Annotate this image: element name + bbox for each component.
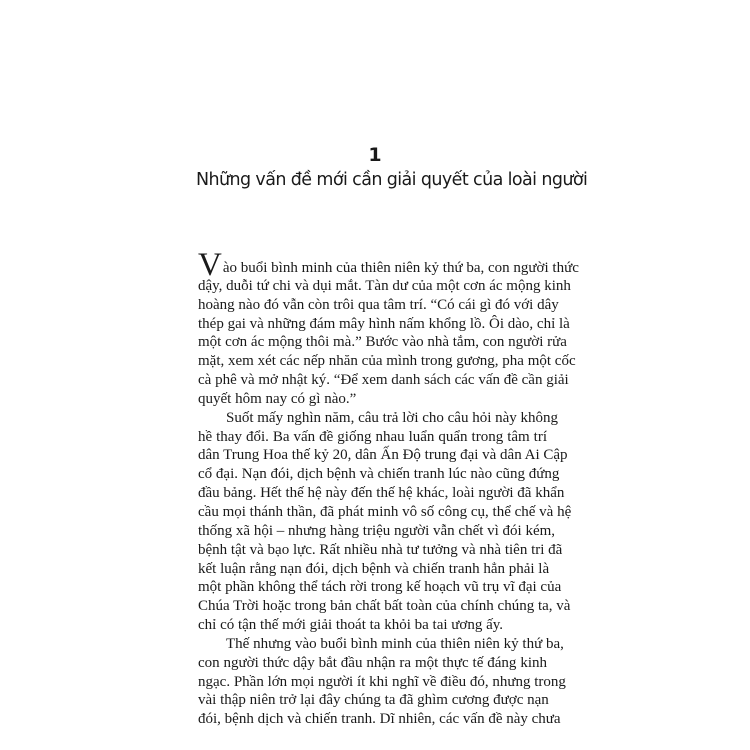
text-line <box>198 597 571 616</box>
line-text: ngạc. Phần lớn mọi người ít khi nghĩ về điều đó, nhưng trong <box>198 673 566 690</box>
text-line <box>198 522 556 541</box>
line-text: vài thập niên trở lại đây chúng ta đã ghìm cương được nạn <box>198 692 549 709</box>
text-line <box>198 578 562 597</box>
text-line <box>198 616 547 635</box>
line-text: Suốt mấy nghìn năm, câu trả lời cho câu hỏi này không <box>226 409 559 426</box>
text-line <box>198 315 570 334</box>
chapter-number: 1 <box>368 144 382 166</box>
line-text: con người thức dậy bắt đầu nhận ra một thực tế đáng kinh <box>198 654 547 671</box>
line-text: dậy, duỗi tứ chi và dụi mắt. Tàn dư của một cơn ác mộng kinh <box>198 277 571 294</box>
drop-cap: V <box>198 247 222 283</box>
chapter-title: Những vấn đề mới cần giải quyết của loài người <box>196 170 588 190</box>
line-text: một phần không thể tách rời trong kế hoạch vũ trụ vĩ đại của <box>198 579 562 596</box>
line-text: một cơn ác mộng thôi mà.” Bước vào nhà tắm, con người rửa <box>198 334 567 351</box>
text-line <box>198 560 550 579</box>
text-line <box>198 654 547 673</box>
line-text: thép gai và những đám mây hình nấm khổng lồ. Ôi dào, chỉ là <box>198 315 570 332</box>
text-line <box>198 333 567 352</box>
text-line <box>198 446 568 465</box>
line-text: cổ đại. Nạn đói, dịch bệnh và chiến tranh lúc nào cũng đứng <box>198 466 560 483</box>
text-line <box>198 277 571 296</box>
text-line <box>198 541 563 560</box>
text-line <box>198 691 547 710</box>
line-text: ào buổi bình minh của thiên niên kỷ thứ ba, con người thức <box>222 260 579 276</box>
line-text: thống xã hội – nhưng hàng triệu người vẫn chết vì đói kém, <box>198 522 556 539</box>
line-text: bệnh tật và bạo lực. Rất nhiều nhà tư tưởng và nhà tiên tri đã <box>198 541 563 558</box>
paragraph <box>198 247 579 409</box>
line-text: kết luận rằng nạn đói, dịch bệnh và chiến tranh hẳn phải là <box>198 560 550 577</box>
text-line <box>198 247 579 283</box>
line-text: cầu mọi thánh thần, đã phát minh vô số công cụ, thể chế và hệ <box>198 503 572 520</box>
text-line <box>198 465 560 484</box>
line-text: chỉ có tận thế mới giải thoát ta khỏi ba tai ương ấy. <box>198 617 504 634</box>
line-text: Thế nhưng vào buổi bình minh của thiên niên kỷ thứ ba, <box>226 635 564 652</box>
text-line <box>198 296 559 315</box>
body-text <box>198 247 579 729</box>
line-text: quyết hôm nay có gì nào.” <box>198 390 357 407</box>
text-line <box>198 673 566 692</box>
text-line <box>198 390 547 409</box>
text-line <box>198 371 569 390</box>
paragraph <box>198 409 572 635</box>
text-line <box>198 710 561 729</box>
paragraph <box>198 635 566 729</box>
text-line <box>198 428 547 447</box>
text-line <box>198 503 572 522</box>
text-line <box>198 635 564 654</box>
line-text: Chúa Trời hoặc trong bản chất bất toàn của chính chúng ta, và <box>198 598 571 615</box>
line-text: hoàng nào đó vẫn còn trôi qua tâm trí. “Có cái gì đó với dây <box>198 296 559 313</box>
text-line <box>198 484 565 503</box>
text-line <box>198 409 559 428</box>
line-text: đói, bệnh dịch và chiến tranh. Dĩ nhiên, các vấn đề này chưa <box>198 711 561 728</box>
line-text: hề thay đổi. Ba vấn đề giống nhau luẩn quẩn trong tâm trí <box>198 428 547 445</box>
line-text: mặt, xem xét các nếp nhăn của mình trong gương, pha một cốc <box>198 353 576 370</box>
line-text: dân Trung Hoa thế kỷ 20, dân Ấn Độ trung đại và dân Ai Cập <box>198 447 568 464</box>
line-text: cà phê và mở nhật ký. “Để xem danh sách các vấn đề cần giải <box>198 372 569 389</box>
line-text: đầu bảng. Hết thế hệ này đến thế hệ khác, loài người đã khẩn <box>198 485 565 502</box>
text-line <box>198 352 576 371</box>
